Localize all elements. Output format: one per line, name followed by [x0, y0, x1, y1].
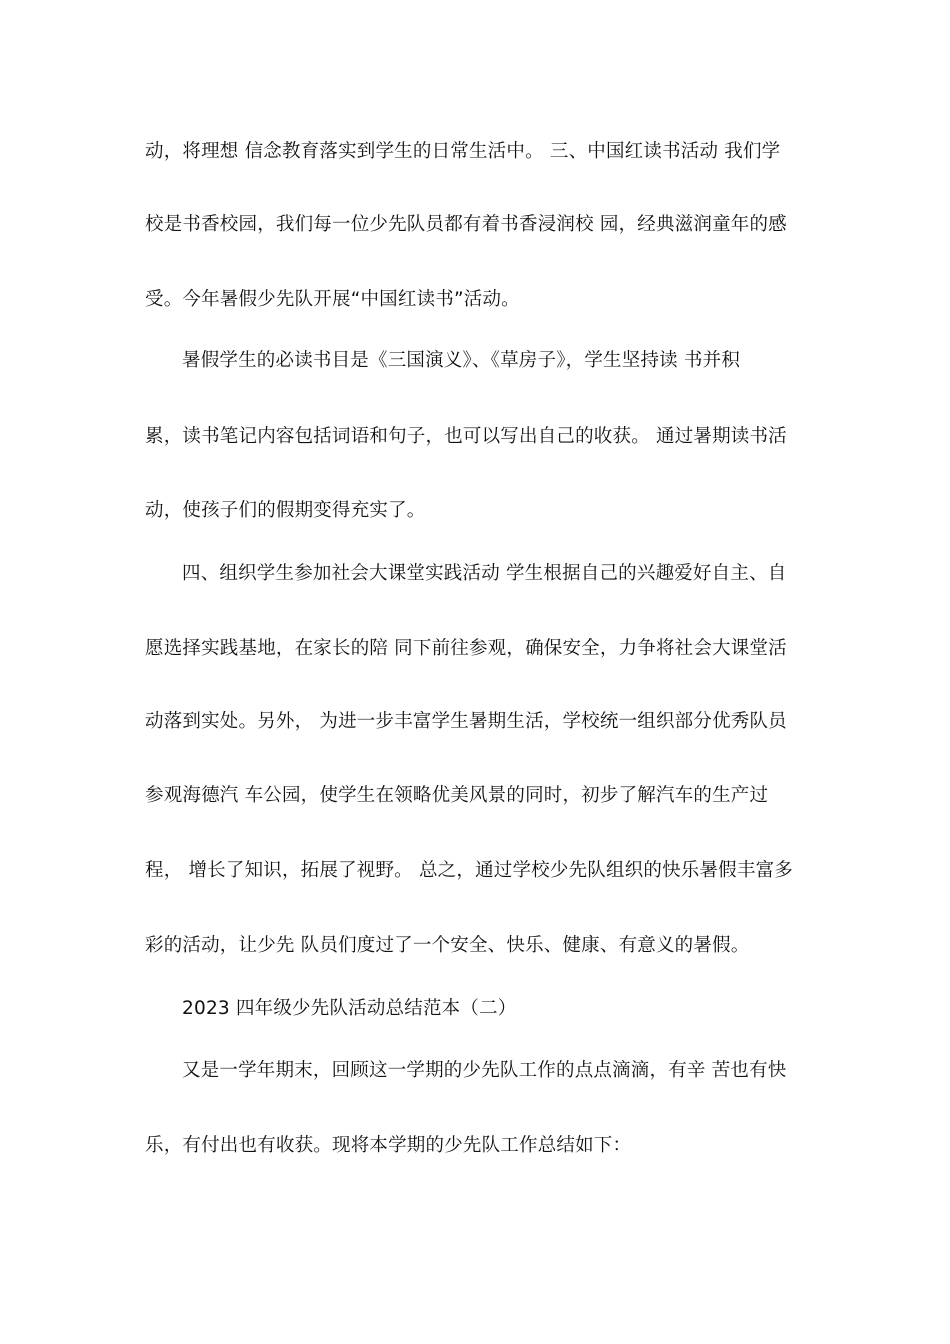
text-line: 受。今年暑假少先队开展“中国红读书”活动。: [145, 289, 520, 310]
text-line: 暑假学生的必读书目是《三国演义》、《草房子》，学生坚持读 书并积: [182, 350, 741, 371]
text-line: 参观海德汽 车公园，使学生在领略优美风景的同时，初步了解汽车的生产过: [145, 785, 769, 806]
text-line: 动，使孩子们的假期变得充实了。: [145, 500, 426, 521]
text-line: 彩的活动，让少先 队员们度过了一个安全、快乐、健康、有意义的暑假。: [145, 935, 750, 956]
section-heading: 2023 四年级少先队活动总结范本（二）: [182, 998, 517, 1019]
text-line: 动，将理想 信念教育落实到学生的日常生活中。 三、中国红读书活动 我们学: [145, 141, 781, 162]
text-line: 乐，有付出也有收获。现将本学期的少先队工作总结如下：: [145, 1135, 632, 1156]
text-line: 又是一学年期末，回顾这一学期的少先队工作的点点滴滴，有辛 苦也有快: [182, 1060, 787, 1081]
text-line: 校是书香校园，我们每一位少先队员都有着书香浸润校 园，经典滋润童年的感: [145, 214, 787, 235]
text-line: 愿选择实践基地，在家长的陪 同下前往参观，确保安全，力争将社会大课堂活: [145, 638, 787, 659]
text-line: 程， 增长了知识，拓展了视野。 总之，通过学校少先队组织的快乐暑假丰富多: [145, 860, 793, 881]
text-line: 四、组织学生参加社会大课堂实践活动 学生根据自己的兴趣爱好自主、自: [182, 563, 787, 584]
text-line: 动落到实处。另外， 为进一步丰富学生暑期生活，学校统一组织部分优秀队员: [145, 711, 787, 732]
text-line: 累，读书笔记内容包括词语和句子，也可以写出自己的收获。 通过暑期读书活: [145, 426, 787, 447]
